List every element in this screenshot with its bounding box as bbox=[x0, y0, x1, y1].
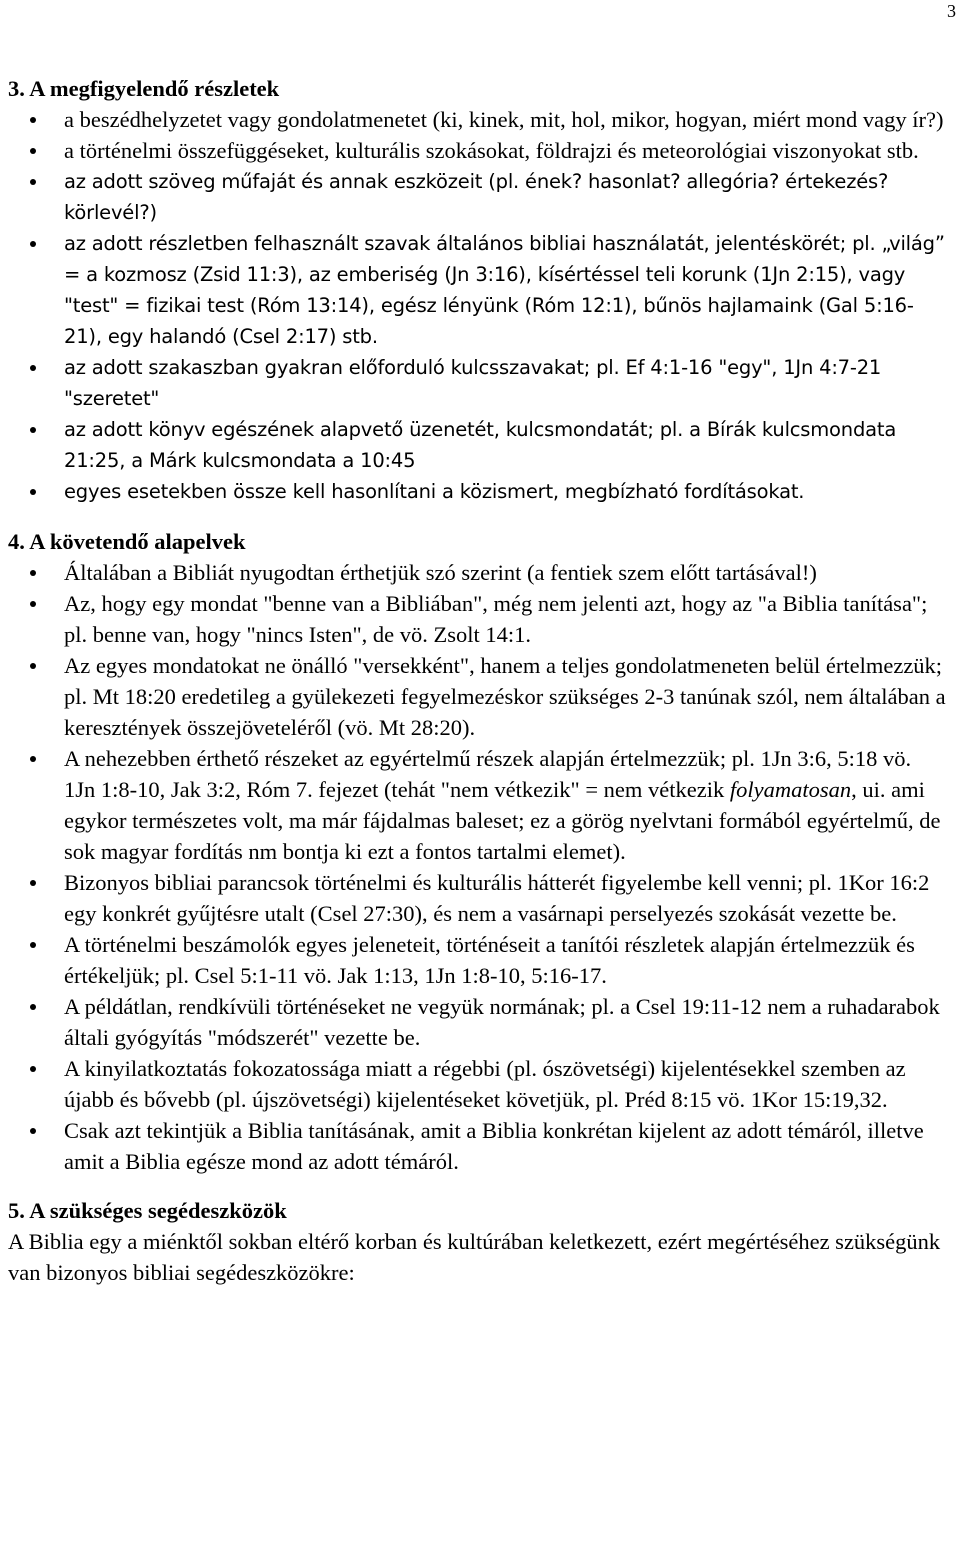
list-item: egyes esetekben össze kell hasonlítani a közismert, megbízható fordításokat. bbox=[8, 476, 948, 507]
list-item: a történelmi összefüggéseket, kulturális szokásokat, földrajzi és meteorológiai viszonyokat stb. bbox=[8, 135, 948, 166]
list-item: az adott könyv egészének alapvető üzenetét, kulcsmondatát; pl. a Bírák kulcsmondata 21:25, a Márk kulcsmondata a 10:45 bbox=[8, 414, 948, 476]
section-3-title: 3. A megfigyelendő részletek bbox=[8, 76, 280, 101]
section-spacer bbox=[8, 507, 948, 526]
bullet-icon bbox=[30, 756, 36, 762]
list-item: A kinyilatkoztatás fokozatossága miatt a régebbi (pl. ószövetségi) kijelentésekkel szemben az újabb és bővebb (pl. újszövetségi) kijelentéseket követjük, pl. Préd 8:15 vö. 1Kor 15:19,32. bbox=[8, 1053, 948, 1115]
section-5-title: 5. A szükséges segédeszközök bbox=[8, 1198, 287, 1223]
bullet-icon bbox=[30, 148, 36, 154]
bullet-icon bbox=[30, 601, 36, 607]
page-number: 3 bbox=[947, 1, 956, 21]
bullet-icon bbox=[30, 241, 36, 247]
list-item: A történelmi beszámolók egyes jeleneteit, történéseit a tanítói részletek alapján értelmezzük és értékeljük; pl. Csel 5:1-11 vö. Jak 1:13, 1Jn 1:8-10, 5:16-17. bbox=[8, 929, 948, 991]
list-item: az adott szakaszban gyakran előforduló kulcsszavakat; pl. Ef 4:1-16 "egy", 1Jn 4:7-21 "szeretet" bbox=[8, 352, 948, 414]
section-4-list bbox=[8, 557, 948, 1177]
bullet-icon bbox=[30, 663, 36, 669]
list-item: az adott részletben felhasznált szavak általános bibliai használatát, jelentéskörét; pl. „világ” = a kozmosz (Zsid 11:3), az emberiség (Jn 3:16), kísértéssel teli korunk (1Jn 2:15), vagy "test" = fizikai test (Róm 13:14), egész lényünk (Róm 12:1), bűnös hajlamaink (Gal 5:16-21), egy halandó (Csel 2:17) stb. bbox=[8, 228, 948, 352]
bullet-icon bbox=[30, 1066, 36, 1072]
bullet-icon bbox=[30, 365, 36, 371]
bullet-icon bbox=[30, 880, 36, 886]
document-body bbox=[8, 73, 948, 1288]
list-item: Bizonyos bibliai parancsok történelmi és kulturális hátterét figyelembe kell venni; pl. 1Kor 16:2 egy konkrét gyűjtésre utalt (Csel 27:30), és nem a vasárnapi perselyezés szokását vezette be. bbox=[8, 867, 948, 929]
section-4-title: 4. A követendő alapelvek bbox=[8, 529, 246, 554]
list-item: A példátlan, rendkívüli történéseket ne vegyük normának; pl. a Csel 19:11-12 nem a ruhadarabok általi gyógyítás "módszerét" vezette be. bbox=[8, 991, 948, 1053]
section-5-paragraph: A Biblia egy a miénktől sokban eltérő korban és kultúrában keletkezett, ezért megértéséhez szükségünk van bizonyos bibliai segédeszközökre: bbox=[8, 1229, 941, 1285]
bullet-icon bbox=[30, 1128, 36, 1134]
emphasized-word: folyamatosan bbox=[729, 777, 852, 802]
bullet-icon bbox=[30, 179, 36, 185]
bullet-icon bbox=[30, 570, 36, 576]
list-item: Csak azt tekintjük a Biblia tanításának, amit a Biblia konkrétan kijelent az adott témáról, illetve amit a Biblia egésze mond az adott témáról. bbox=[8, 1115, 948, 1177]
bullet-icon bbox=[30, 117, 36, 123]
section-3-list bbox=[8, 104, 948, 166]
section-spacer bbox=[8, 1177, 948, 1195]
list-item: Az egyes mondatokat ne önálló "versekként", hanem a teljes gondolatmeneten belül értelmezzük; pl. Mt 18:20 eredetileg a gyülekezeti fegyelmezéskor szükséges 2-3 tanúnak szól, nem általában a keresztények összejöveteléről (vö. Mt 28:20). bbox=[8, 650, 948, 743]
bullet-icon bbox=[30, 942, 36, 948]
list-item: a beszédhelyzetet vagy gondolatmenetet (ki, kinek, mit, hol, mikor, hogyan, miért mond vagy ír?) bbox=[8, 104, 948, 135]
bullet-icon bbox=[30, 427, 36, 433]
list-item: Általában a Bibliát nyugodtan érthetjük szó szerint (a fentiek szem előtt tartásával!) bbox=[8, 557, 948, 588]
list-item: A nehezebben érthető részeket az egyértelmű részek alapján értelmezzük; pl. 1Jn 3:6, 5:18 vö. 1Jn 1:8-10, Jak 3:2, Róm 7. fejezet (tehát "nem vétkezik" = nem vétkezik folyamatosan, ui. ami egykor természetes volt, ma már fájdalmas baleset; ez a görög nyelvtani formából egyértelmű, de sok magyar fordítás nm bontja ki ezt a fontos tartalmi elemet). bbox=[8, 743, 948, 867]
list-item: Az, hogy egy mondat "benne van a Bibliában", még nem jelenti azt, hogy az "a Biblia tanítása"; pl. benne van, hogy "nincs Isten", de vö. Zsolt 14:1. bbox=[8, 588, 948, 650]
list-item: az adott szöveg műfaját és annak eszközeit (pl. ének? hasonlat? allegória? értekezés? körlevél?) bbox=[8, 166, 948, 228]
section-3-list-sans bbox=[8, 166, 948, 507]
bullet-icon bbox=[30, 489, 36, 495]
bullet-icon bbox=[30, 1004, 36, 1010]
